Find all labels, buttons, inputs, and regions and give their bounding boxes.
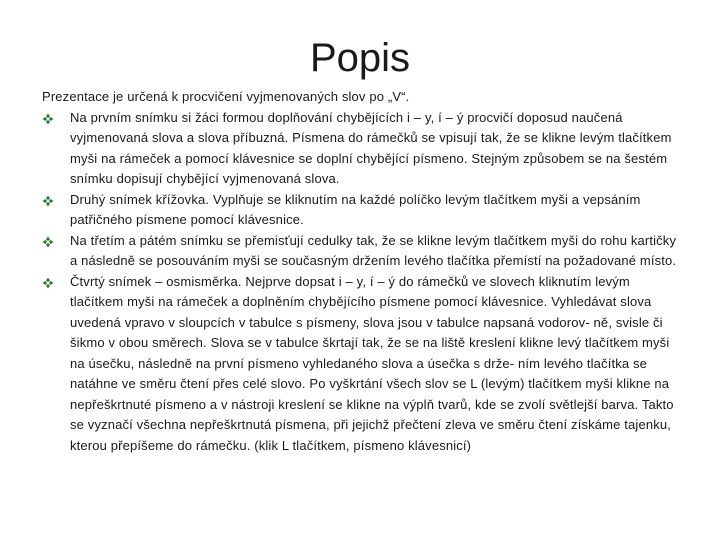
- diamond-bullet-icon: [42, 195, 54, 207]
- bullet-petal: [46, 236, 50, 241]
- bullet-item: [42, 190, 682, 231]
- bullet-petal: [43, 281, 48, 285]
- bullet-petal: [46, 243, 50, 248]
- bullet-petal: [46, 277, 50, 282]
- bullet-item: [42, 231, 682, 272]
- bullet-petal: [49, 117, 54, 121]
- diamond-bullet-icon: [42, 113, 54, 125]
- bullet-text: Čtvrtý snímek – osmisměrka. Nejprve dopsat i – y, í – ý do rámečků ve slovech kliknutím levým tlačítkem myši na rámeček a doplněním chybějícího písmene pomocí klávesnice. Vyhledávat slova uvedená vpravo v sloupcích v tabulce s písmeny, slova jsou v tabulce napsaná vodorov- ně, svisle či šikmo v obou směrech. Slova se v tabulce škrtají tak, že se na liště kreslení klikne levý tlačítkem myši na úsečku, následně na první písmeno vyhledaného slova a úsečka s drže- ním levého tlačítka se natáhne ve směru čtení přes celé slovo. Po vyškrtání všech slov se L (levým) tlačítkem myši klikne na nepřeškrtnuté písmeno a v nástroji kreslení se klikne na výplň tvarů, kde se zvolí světlejší barva. Takto se vyznačí všechna nepřeškrtnutá písmena, při jejichž přečtení zleva ve směru čtení získáme tajenku, kterou přepíšeme do rámečku. (klik L tlačítkem, písmeno klávesnicí): [70, 273, 674, 453]
- bullet-text: Na prvním snímku si žáci formou doplňování chybějících i – y, í – ý procvičí doposud naučená vyjmenovaná slova a slova příbuzná. Písmena do rámečků se vpisují tak, že se klikne levým tlačítkem myši na rámeček a pomocí klávesnice se doplní chybějící písmeno. Stejným způsobem se na šestém snímku dopisují chybějící vyjmenovaná slova.: [70, 109, 672, 186]
- bullet-petal: [46, 120, 50, 125]
- bullet-petal: [49, 240, 54, 244]
- diamond-bullet-icon: [42, 277, 54, 289]
- diamond-bullet-icon: [42, 236, 54, 248]
- bullet-petal: [46, 113, 50, 118]
- bullet-text: Druhý snímek křížovka. Vyplňuje se kliknutím na každé políčko levým tlačítkem myši a vepsáním patřičného písmene pomocí klávesnice.: [70, 191, 641, 227]
- bullet-item: [42, 272, 682, 457]
- bullet-petal: [46, 284, 50, 289]
- bullet-item: [42, 108, 682, 190]
- bullet-text: Na třetím a pátém snímku se přemisťují cedulky tak, že se klikne levým tlačítkem myši do rohu kartičky a následně se posouváním myši se současným držením levého tlačítka přemístí na požadované místo.: [70, 232, 677, 268]
- bullet-petal: [43, 240, 48, 244]
- bullet-petal: [46, 202, 50, 207]
- slide-title: Popis: [309, 36, 411, 80]
- bullet-petal: [49, 281, 54, 285]
- bullet-petal: [46, 195, 50, 200]
- intro-text: Prezentace je určená k procvičení vyjmenovaných slov po „V“.: [42, 89, 410, 104]
- bullet-petal: [49, 199, 54, 203]
- bullet-petal: [43, 117, 48, 121]
- bullet-list: [42, 108, 682, 457]
- slide-body: [42, 87, 682, 456]
- bullet-petal: [43, 199, 48, 203]
